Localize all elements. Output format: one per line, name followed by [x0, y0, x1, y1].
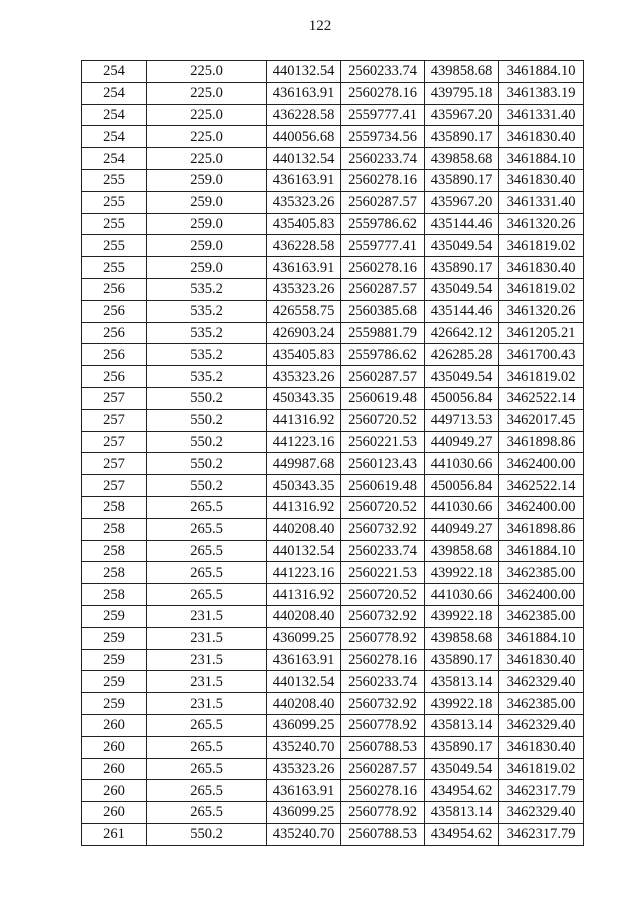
- area-cell: 265.5: [147, 802, 267, 824]
- x2-cell: 426285.28: [425, 344, 499, 366]
- table-row: [82, 693, 584, 715]
- table-row: [82, 366, 584, 388]
- parcel-number-cell: 255: [82, 169, 147, 191]
- table-row: [82, 562, 584, 584]
- y1-cell: 2560778.92: [341, 802, 425, 824]
- y2-cell: 3461320.26: [499, 300, 584, 322]
- parcel-number-cell: 257: [82, 475, 147, 497]
- table-row: [82, 475, 584, 497]
- x1-cell: 441316.92: [267, 409, 341, 431]
- y2-cell: 3462329.40: [499, 714, 584, 736]
- y1-cell: 2560221.53: [341, 431, 425, 453]
- table-row: [82, 758, 584, 780]
- parcel-number-cell: 254: [82, 126, 147, 148]
- table-row: [82, 802, 584, 824]
- y1-cell: 2559881.79: [341, 322, 425, 344]
- x1-cell: 436228.58: [267, 104, 341, 126]
- table-row: [82, 148, 584, 170]
- y2-cell: 3461331.40: [499, 191, 584, 213]
- x2-cell: 435967.20: [425, 191, 499, 213]
- parcel-number-cell: 259: [82, 649, 147, 671]
- x1-cell: 440132.54: [267, 61, 341, 83]
- table-row: [82, 584, 584, 606]
- area-cell: 225.0: [147, 82, 267, 104]
- table-row: [82, 191, 584, 213]
- x1-cell: 440056.68: [267, 126, 341, 148]
- table-row: [82, 82, 584, 104]
- y2-cell: 3461331.40: [499, 104, 584, 126]
- y1-cell: 2559777.41: [341, 235, 425, 257]
- x1-cell: 436099.25: [267, 802, 341, 824]
- y1-cell: 2560278.16: [341, 257, 425, 279]
- table-row: [82, 627, 584, 649]
- x1-cell: 435323.26: [267, 278, 341, 300]
- y2-cell: 3461819.02: [499, 366, 584, 388]
- table-row: [82, 344, 584, 366]
- y1-cell: 2559777.41: [341, 104, 425, 126]
- table-row: [82, 671, 584, 693]
- table-row: [82, 823, 584, 845]
- y2-cell: 3462400.00: [499, 584, 584, 606]
- x2-cell: 439858.68: [425, 540, 499, 562]
- y1-cell: 2560278.16: [341, 169, 425, 191]
- area-cell: 259.0: [147, 235, 267, 257]
- y2-cell: 3462329.40: [499, 802, 584, 824]
- x2-cell: 435813.14: [425, 714, 499, 736]
- x1-cell: 441316.92: [267, 584, 341, 606]
- area-cell: 259.0: [147, 169, 267, 191]
- x1-cell: 450343.35: [267, 475, 341, 497]
- area-cell: 225.0: [147, 61, 267, 83]
- x2-cell: 434954.62: [425, 780, 499, 802]
- x1-cell: 426558.75: [267, 300, 341, 322]
- y1-cell: 2560278.16: [341, 82, 425, 104]
- parcel-number-cell: 254: [82, 104, 147, 126]
- area-cell: 231.5: [147, 671, 267, 693]
- y1-cell: 2560233.74: [341, 671, 425, 693]
- parcel-number-cell: 256: [82, 300, 147, 322]
- area-cell: 550.2: [147, 431, 267, 453]
- table-row: [82, 518, 584, 540]
- x1-cell: 435323.26: [267, 366, 341, 388]
- y1-cell: 2560233.74: [341, 148, 425, 170]
- y2-cell: 3462329.40: [499, 671, 584, 693]
- table-row: [82, 453, 584, 475]
- y2-cell: 3461898.86: [499, 431, 584, 453]
- area-cell: 535.2: [147, 322, 267, 344]
- parcel-number-cell: 259: [82, 627, 147, 649]
- area-cell: 265.5: [147, 758, 267, 780]
- y2-cell: 3462385.00: [499, 605, 584, 627]
- y1-cell: 2560278.16: [341, 649, 425, 671]
- y2-cell: 3462522.14: [499, 475, 584, 497]
- area-cell: 265.5: [147, 518, 267, 540]
- parcel-number-cell: 254: [82, 148, 147, 170]
- area-cell: 265.5: [147, 496, 267, 518]
- x1-cell: 436228.58: [267, 235, 341, 257]
- x2-cell: 439795.18: [425, 82, 499, 104]
- y2-cell: 3461819.02: [499, 235, 584, 257]
- x1-cell: 450343.35: [267, 387, 341, 409]
- table-row: [82, 235, 584, 257]
- area-cell: 535.2: [147, 366, 267, 388]
- parcel-number-cell: 255: [82, 235, 147, 257]
- x2-cell: 434954.62: [425, 823, 499, 845]
- page-number: 122: [308, 18, 332, 34]
- table-row: [82, 169, 584, 191]
- coordinates-table: [81, 60, 584, 846]
- area-cell: 550.2: [147, 823, 267, 845]
- area-cell: 225.0: [147, 126, 267, 148]
- parcel-number-cell: 255: [82, 191, 147, 213]
- parcel-number-cell: 259: [82, 693, 147, 715]
- parcel-number-cell: 260: [82, 758, 147, 780]
- area-cell: 265.5: [147, 714, 267, 736]
- table-row: [82, 649, 584, 671]
- y2-cell: 3461830.40: [499, 257, 584, 279]
- area-cell: 259.0: [147, 213, 267, 235]
- y2-cell: 3462017.45: [499, 409, 584, 431]
- x2-cell: 435144.46: [425, 300, 499, 322]
- area-cell: 259.0: [147, 191, 267, 213]
- y2-cell: 3462385.00: [499, 693, 584, 715]
- y2-cell: 3462317.79: [499, 780, 584, 802]
- parcel-number-cell: 260: [82, 736, 147, 758]
- x2-cell: 435890.17: [425, 126, 499, 148]
- x1-cell: 441223.16: [267, 431, 341, 453]
- x2-cell: 449713.53: [425, 409, 499, 431]
- x2-cell: 441030.66: [425, 496, 499, 518]
- area-cell: 550.2: [147, 475, 267, 497]
- table-row: [82, 387, 584, 409]
- x2-cell: 435890.17: [425, 257, 499, 279]
- x1-cell: 441223.16: [267, 562, 341, 584]
- y2-cell: 3462522.14: [499, 387, 584, 409]
- x1-cell: 436163.91: [267, 649, 341, 671]
- y1-cell: 2560720.52: [341, 409, 425, 431]
- parcel-number-cell: 258: [82, 584, 147, 606]
- y1-cell: 2560287.57: [341, 191, 425, 213]
- x2-cell: 439922.18: [425, 605, 499, 627]
- parcel-number-cell: 257: [82, 453, 147, 475]
- y1-cell: 2559734.56: [341, 126, 425, 148]
- x2-cell: 435967.20: [425, 104, 499, 126]
- y1-cell: 2560778.92: [341, 714, 425, 736]
- parcel-number-cell: 256: [82, 344, 147, 366]
- y1-cell: 2560720.52: [341, 496, 425, 518]
- area-cell: 231.5: [147, 693, 267, 715]
- area-cell: 225.0: [147, 148, 267, 170]
- y1-cell: 2560778.92: [341, 627, 425, 649]
- area-cell: 265.5: [147, 584, 267, 606]
- x2-cell: 435813.14: [425, 802, 499, 824]
- y2-cell: 3461830.40: [499, 169, 584, 191]
- parcel-number-cell: 259: [82, 671, 147, 693]
- parcel-number-cell: 254: [82, 82, 147, 104]
- x2-cell: 450056.84: [425, 387, 499, 409]
- y1-cell: 2560233.74: [341, 540, 425, 562]
- area-cell: 231.5: [147, 649, 267, 671]
- x1-cell: 435323.26: [267, 758, 341, 780]
- area-cell: 265.5: [147, 736, 267, 758]
- x1-cell: 449987.68: [267, 453, 341, 475]
- x1-cell: 440132.54: [267, 540, 341, 562]
- y2-cell: 3461819.02: [499, 758, 584, 780]
- parcel-number-cell: 258: [82, 562, 147, 584]
- x2-cell: 426642.12: [425, 322, 499, 344]
- x2-cell: 435049.54: [425, 366, 499, 388]
- x2-cell: 435890.17: [425, 736, 499, 758]
- y2-cell: 3461383.19: [499, 82, 584, 104]
- x2-cell: 435144.46: [425, 213, 499, 235]
- area-cell: 265.5: [147, 540, 267, 562]
- parcel-number-cell: 257: [82, 387, 147, 409]
- x2-cell: 435890.17: [425, 649, 499, 671]
- y2-cell: 3461884.10: [499, 148, 584, 170]
- y2-cell: 3462400.00: [499, 453, 584, 475]
- x1-cell: 435240.70: [267, 823, 341, 845]
- x1-cell: 440132.54: [267, 671, 341, 693]
- y2-cell: 3461830.40: [499, 126, 584, 148]
- table-row: [82, 322, 584, 344]
- parcel-number-cell: 258: [82, 518, 147, 540]
- table-row: [82, 496, 584, 518]
- table-row: [82, 409, 584, 431]
- y2-cell: 3462385.00: [499, 562, 584, 584]
- x1-cell: 426903.24: [267, 322, 341, 344]
- x1-cell: 440132.54: [267, 148, 341, 170]
- y1-cell: 2560720.52: [341, 584, 425, 606]
- y2-cell: 3461884.10: [499, 627, 584, 649]
- x2-cell: 440949.27: [425, 431, 499, 453]
- area-cell: 535.2: [147, 344, 267, 366]
- x2-cell: 435049.54: [425, 758, 499, 780]
- area-cell: 535.2: [147, 278, 267, 300]
- x1-cell: 440208.40: [267, 605, 341, 627]
- x2-cell: 435049.54: [425, 235, 499, 257]
- y1-cell: 2560221.53: [341, 562, 425, 584]
- x2-cell: 441030.66: [425, 453, 499, 475]
- parcel-number-cell: 257: [82, 431, 147, 453]
- y2-cell: 3461320.26: [499, 213, 584, 235]
- x2-cell: 439858.68: [425, 61, 499, 83]
- y1-cell: 2559786.62: [341, 344, 425, 366]
- parcel-number-cell: 260: [82, 714, 147, 736]
- y2-cell: 3461830.40: [499, 736, 584, 758]
- y1-cell: 2559786.62: [341, 213, 425, 235]
- parcel-number-cell: 256: [82, 278, 147, 300]
- y2-cell: 3461205.21: [499, 322, 584, 344]
- parcel-number-cell: 254: [82, 61, 147, 83]
- y2-cell: 3461819.02: [499, 278, 584, 300]
- y2-cell: 3462400.00: [499, 496, 584, 518]
- parcel-number-cell: 260: [82, 802, 147, 824]
- y1-cell: 2560233.74: [341, 61, 425, 83]
- x2-cell: 441030.66: [425, 584, 499, 606]
- parcel-number-cell: 260: [82, 780, 147, 802]
- table-row: [82, 126, 584, 148]
- y2-cell: 3461830.40: [499, 649, 584, 671]
- x1-cell: 440208.40: [267, 693, 341, 715]
- parcel-number-cell: 256: [82, 366, 147, 388]
- table-row: [82, 300, 584, 322]
- parcel-number-cell: 257: [82, 409, 147, 431]
- parcel-number-cell: 259: [82, 605, 147, 627]
- y2-cell: 3461700.43: [499, 344, 584, 366]
- area-cell: 550.2: [147, 409, 267, 431]
- parcel-number-cell: 256: [82, 322, 147, 344]
- table-row: [82, 213, 584, 235]
- x1-cell: 435405.83: [267, 344, 341, 366]
- x1-cell: 435405.83: [267, 213, 341, 235]
- area-cell: 550.2: [147, 387, 267, 409]
- x1-cell: 436163.91: [267, 82, 341, 104]
- table-row: [82, 61, 584, 83]
- table-row: [82, 714, 584, 736]
- y1-cell: 2560287.57: [341, 278, 425, 300]
- x1-cell: 436163.91: [267, 780, 341, 802]
- parcel-number-cell: 255: [82, 257, 147, 279]
- x1-cell: 436099.25: [267, 627, 341, 649]
- x2-cell: 435813.14: [425, 671, 499, 693]
- x1-cell: 436163.91: [267, 257, 341, 279]
- area-cell: 535.2: [147, 300, 267, 322]
- x1-cell: 435240.70: [267, 736, 341, 758]
- table-row: [82, 431, 584, 453]
- area-cell: 231.5: [147, 627, 267, 649]
- x2-cell: 450056.84: [425, 475, 499, 497]
- x1-cell: 436163.91: [267, 169, 341, 191]
- y1-cell: 2560619.48: [341, 475, 425, 497]
- area-cell: 550.2: [147, 453, 267, 475]
- area-cell: 225.0: [147, 104, 267, 126]
- y2-cell: 3461884.10: [499, 540, 584, 562]
- y1-cell: 2560619.48: [341, 387, 425, 409]
- table-row: [82, 605, 584, 627]
- x1-cell: 435323.26: [267, 191, 341, 213]
- y1-cell: 2560788.53: [341, 736, 425, 758]
- y1-cell: 2560732.92: [341, 605, 425, 627]
- table-row: [82, 540, 584, 562]
- area-cell: 265.5: [147, 562, 267, 584]
- y2-cell: 3462317.79: [499, 823, 584, 845]
- x2-cell: 439858.68: [425, 148, 499, 170]
- x2-cell: 440949.27: [425, 518, 499, 540]
- parcel-number-cell: 255: [82, 213, 147, 235]
- x1-cell: 436099.25: [267, 714, 341, 736]
- x2-cell: 435049.54: [425, 278, 499, 300]
- area-cell: 259.0: [147, 257, 267, 279]
- y2-cell: 3461884.10: [499, 61, 584, 83]
- y1-cell: 2560278.16: [341, 780, 425, 802]
- x1-cell: 440208.40: [267, 518, 341, 540]
- y1-cell: 2560287.57: [341, 366, 425, 388]
- table-row: [82, 278, 584, 300]
- y1-cell: 2560385.68: [341, 300, 425, 322]
- parcel-number-cell: 258: [82, 496, 147, 518]
- x2-cell: 439858.68: [425, 627, 499, 649]
- area-cell: 231.5: [147, 605, 267, 627]
- y1-cell: 2560123.43: [341, 453, 425, 475]
- table-row: [82, 736, 584, 758]
- x2-cell: 439922.18: [425, 693, 499, 715]
- parcel-number-cell: 261: [82, 823, 147, 845]
- x2-cell: 435890.17: [425, 169, 499, 191]
- table-row: [82, 257, 584, 279]
- y1-cell: 2560287.57: [341, 758, 425, 780]
- x2-cell: 439922.18: [425, 562, 499, 584]
- x1-cell: 441316.92: [267, 496, 341, 518]
- y1-cell: 2560732.92: [341, 518, 425, 540]
- table-row: [82, 104, 584, 126]
- table-row: [82, 780, 584, 802]
- y1-cell: 2560788.53: [341, 823, 425, 845]
- y1-cell: 2560732.92: [341, 693, 425, 715]
- parcel-number-cell: 258: [82, 540, 147, 562]
- table-body: [82, 61, 584, 846]
- area-cell: 265.5: [147, 780, 267, 802]
- y2-cell: 3461898.86: [499, 518, 584, 540]
